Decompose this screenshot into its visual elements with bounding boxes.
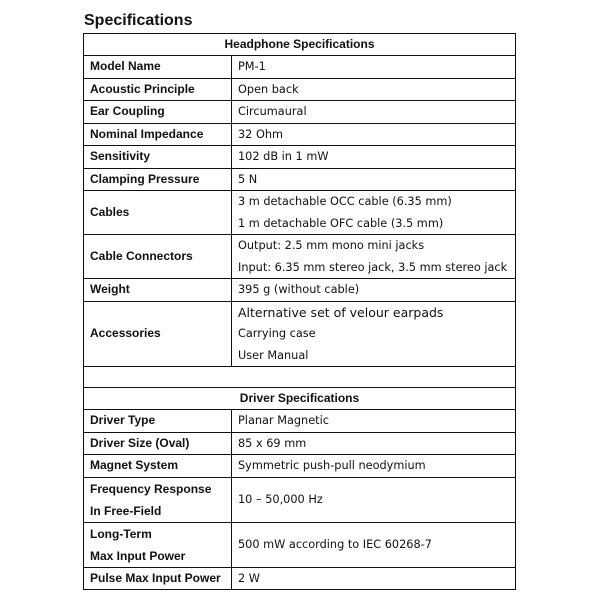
spec-label-cables: Cables — [84, 191, 232, 235]
spec-label-sensitivity: Sensitivity — [84, 146, 232, 169]
table-row — [84, 301, 516, 367]
spec-label-frequency-response — [84, 477, 232, 522]
value-line: 102 dB in 1 mW — [238, 150, 329, 163]
value-line: 3 m detachable OCC cable (6.35 mm) — [238, 195, 452, 208]
spec-label-driver-type: Driver Type — [84, 410, 232, 433]
spec-label-acoustic-principle: Acoustic Principle — [84, 78, 232, 101]
spec-label-accessories: Accessories — [84, 301, 232, 367]
spec-value-nominal-impedance — [232, 123, 516, 146]
spec-label-driver-size: Driver Size (Oval) — [84, 432, 232, 455]
table-row — [84, 522, 516, 567]
label-line: Frequency Response — [90, 481, 212, 496]
spec-label-ear-coupling: Ear Coupling — [84, 101, 232, 124]
page-title: Specifications — [84, 12, 193, 29]
specifications-table — [83, 33, 516, 590]
value-line: 2 W — [238, 571, 260, 585]
table-row — [84, 78, 516, 101]
table-row — [84, 168, 516, 191]
spec-value-sensitivity — [232, 146, 516, 169]
spec-value-model-name — [232, 56, 516, 79]
spec-value-cable-connectors — [232, 235, 516, 279]
table-row — [84, 279, 516, 302]
table-row — [84, 191, 516, 235]
spec-label-cable-connectors: Cable Connectors — [84, 235, 232, 279]
spec-value-pulse-max-input-power — [232, 567, 516, 590]
table-row — [84, 146, 516, 169]
spec-value-long-term-max-input-power — [232, 522, 516, 567]
spec-label-model-name: Model Name — [84, 56, 232, 79]
headphone-specifications-header: Headphone Specifications — [84, 34, 516, 56]
value-line: Input: 6.35 mm stereo jack, 3.5 mm stereo jack — [238, 260, 508, 274]
value-line: 32 Ohm — [238, 127, 284, 141]
value-line: Alternative set of velour earpads — [238, 304, 444, 320]
value-line: 10 – 50,000 Hz — [238, 492, 323, 506]
table-row — [84, 432, 516, 455]
value-line: User Manual — [238, 348, 309, 362]
driver-specifications-header: Driver Specifications — [84, 388, 516, 410]
table-row — [84, 455, 516, 478]
value-line: Open back — [238, 82, 299, 96]
value-line: Symmetric push-pull neodymium — [238, 459, 426, 472]
spec-value-frequency-response — [232, 477, 516, 522]
spec-value-acoustic-principle — [232, 78, 516, 101]
spec-value-cables — [232, 191, 516, 235]
spec-label-pulse-max-input-power: Pulse Max Input Power — [84, 567, 232, 590]
value-line: Planar Magnetic — [238, 414, 329, 427]
label-line: In Free-Field — [90, 503, 162, 518]
spec-label-clamping-pressure: Clamping Pressure — [84, 168, 232, 191]
spec-value-weight — [232, 279, 516, 302]
table-row — [84, 123, 516, 146]
label-line: Max Input Power — [90, 548, 186, 563]
label-line: Long-Term — [90, 526, 152, 541]
table-row — [84, 235, 516, 279]
value-line: 85 x 69 mm — [238, 436, 307, 450]
spec-value-clamping-pressure — [232, 168, 516, 191]
section-header-row — [84, 388, 516, 410]
spec-value-ear-coupling — [232, 101, 516, 124]
section-header-row — [84, 34, 516, 56]
spec-label-long-term-max-input-power — [84, 522, 232, 567]
table-row — [84, 567, 516, 590]
value-line: 5 N — [238, 172, 258, 186]
spacer-cell — [84, 367, 516, 388]
value-line: Carrying case — [238, 327, 316, 340]
spec-value-driver-type — [232, 410, 516, 433]
spec-label-nominal-impedance: Nominal Impedance — [84, 123, 232, 146]
spec-label-weight: Weight — [84, 279, 232, 302]
table-row — [84, 56, 516, 79]
spec-value-magnet-system — [232, 455, 516, 478]
value-line: PM-1 — [238, 60, 266, 73]
value-line: 500 mW according to IEC 60268-7 — [238, 537, 432, 551]
table-row — [84, 477, 516, 522]
value-line: Output: 2.5 mm mono mini jacks — [238, 239, 425, 252]
spacer-row — [84, 367, 516, 388]
spec-label-magnet-system: Magnet System — [84, 455, 232, 478]
spec-value-driver-size — [232, 432, 516, 455]
value-line: 1 m detachable OFC cable (3.5 mm) — [238, 216, 444, 230]
value-line: Circumaural — [238, 105, 307, 118]
spec-value-accessories — [232, 301, 516, 367]
table-row — [84, 101, 516, 124]
value-line: 395 g (without cable) — [238, 283, 360, 296]
table-row — [84, 410, 516, 433]
